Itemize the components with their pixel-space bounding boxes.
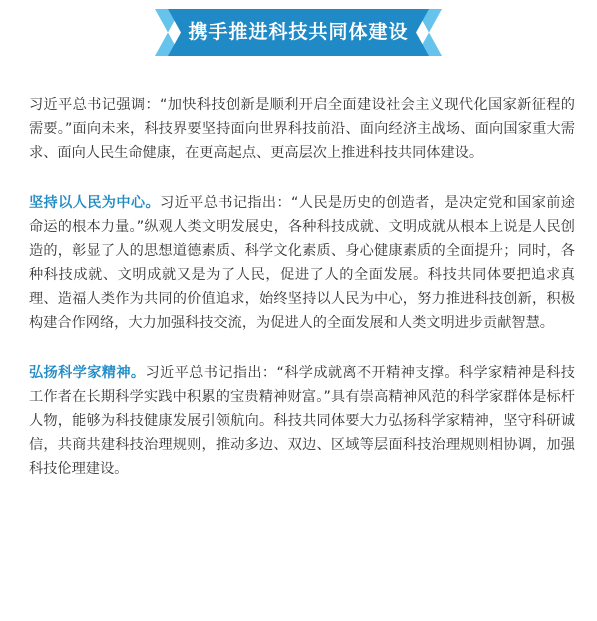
paragraph-text: 习近平总书记强调：“加快科技创新是顺利开启全面建设社会主义现代化国家新征程的需要。”面向未来，科技界要坚持面向世界科技前沿、面向经济主战场、面向国家重大需求、面向人民生命健康，在更高起点、更高层次上推进科技共同体建设。 (29, 97, 575, 161)
paragraph-text: 习近平总书记指出：“科学成就离不开精神支撑。科学家精神是科技工作者在长期科学实践中积累的宝贵精神财富。”具有崇高精神风范的科学家群体是标杆人物，能够为科技健康发展引领航向。科技共同体要大力弘扬科学家精神，坚守科研诚信，共商共建科技治理规则，推动多边、双边、区域等层面科技治理规则相协调，加强科技伦理建设。 (29, 365, 575, 477)
paragraph-lead-heading: 坚持以人民为中心。 (29, 195, 161, 211)
paragraph-lead-heading: 弘扬科学家精神。 (29, 365, 146, 381)
title-banner (0, 9, 597, 56)
paragraph-scientist-spirit (29, 361, 575, 481)
paragraph-people-centered (29, 191, 575, 335)
paragraph-intro (29, 93, 575, 165)
article-body (29, 93, 575, 481)
paragraph-text: 习近平总书记指出：“人民是历史的创造者，是决定党和国家前途命运的根本力量。”纵观人类文明发展史，各种科技成就、文明成就从根本上说是人民创造的，彰显了人的思想道德素质、科学文化素质、身心健康素质的全面提升；同时，各种科技成就、文明成就又是为了人民，促进了人的全面发展。科技共同体要把追求真理、造福人类作为共同的价值追求，始终坚持以人民为中心，努力推进科技创新，积极构建合作网络，大力加强科技交流，为促进人的全面发展和人类文明进步贡献智慧。 (29, 195, 575, 331)
banner-title: 携手推进科技共同体建设 (188, 21, 409, 43)
